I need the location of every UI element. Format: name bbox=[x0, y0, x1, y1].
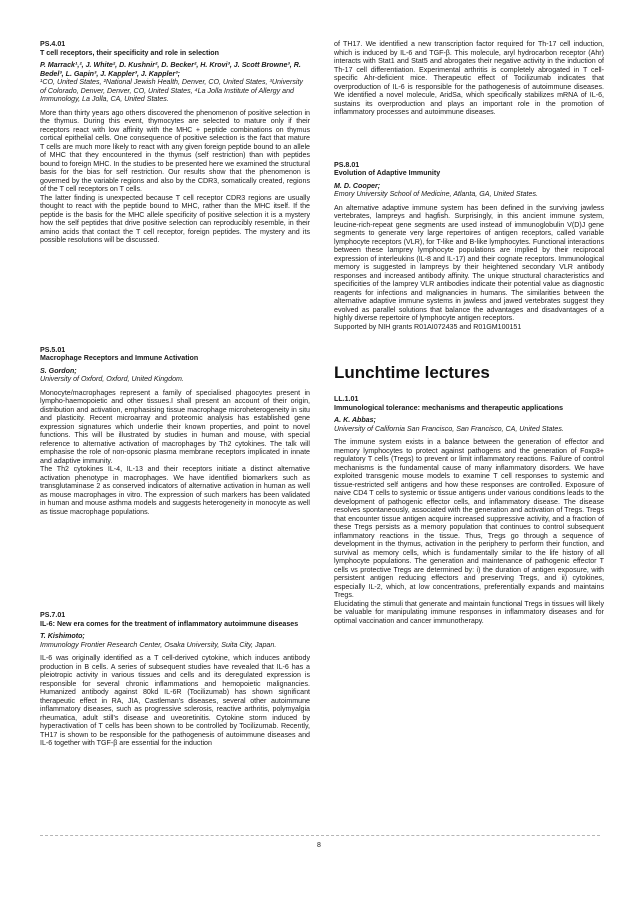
abstract-body bbox=[334, 438, 604, 625]
paragraph: An alternative adaptive immune system has been defined in the surviving jawless vertebrates, lampreys and hagfish. Surprisingly, in this ancient immune system, leucine-rich-repeat gene segments are used instead of immunoglobulin V(D)J gene segments to generate very large repertoires of antigen receptors, called variable lymphocyte receptors (VLR), for T-like and B-like lymphocytes. Functional interactions between these lamprey lymphocyte populations are implied by their reciprocal expression of interleukins (IL-8 and IL-17) and their cognate receptors. Immunological memory is suggested in lampreys by their heightened secondary VLR antibody responses and increased antibody affinity. The unique structural characteristics and specificities of the lamprey VLR antibodies indicate their potential value as diagnostic reagents for infections and malignancies in humans. The similarities between the alternative adaptive immune systems in jawless and jawed vertebrates suggest they evolved as parallel solutions that balance the advantages and disadvantages of a highly diverse repertoire of lymphocyte antigen receptors. bbox=[334, 203, 604, 322]
abstract-authors: A. K. Abbas; bbox=[334, 416, 376, 424]
paragraph: Supported by NIH grants R01AI072435 and R01GM100151 bbox=[334, 322, 522, 331]
abstract-code: PS.5.01 bbox=[40, 345, 66, 354]
abstract-body bbox=[40, 389, 310, 517]
abstract-title: T cell receptors, their specificity and role in selection bbox=[40, 48, 219, 57]
abstract-ps401 bbox=[40, 40, 310, 245]
abstract-affiliation: University of California San Francisco, San Francisco, CA, United States. bbox=[334, 424, 564, 433]
paragraph: Monocyte/macrophages represent a family of specialised phagocytes present in lympho-haemopoietic and other tissues.I shall present an account of their origin, distribution and activation, emphasising tissue macrophage microheterogeneity in situ and plasticity. Recent microarray and proteomic analysis has established gene expression signatures which underlie their known properties, and point to novel functions. This will be illustrated by studies in human and mouse, with special reference to alternative activation of macrophages by Th2 cytokines. The talk will emphasise the role of non-opsonic plasma membrane receptors implicated in innate and adaptive immunity. bbox=[40, 388, 310, 465]
abstract-body bbox=[334, 40, 604, 117]
abstract-ps701 bbox=[40, 611, 310, 748]
right-column bbox=[334, 40, 604, 625]
abstract-affiliation: ¹CO, United States, ²National Jewish Health, Denver, CO, United States, ³University of Colorado, Denver, Denver, CO, United States, ⁴La Jolla Institute of Allergy and Immunology, La Jolla, CA, United States. bbox=[40, 78, 303, 103]
abstract-authors: M. D. Cooper; bbox=[334, 181, 381, 190]
abstract-code: PS.8.01 bbox=[334, 160, 360, 169]
abstract-affiliation: Emory University School of Medicine, Atlanta, GA, United States. bbox=[334, 190, 538, 198]
abstract-code: LL.1.01 bbox=[334, 395, 359, 403]
abstract-title: Macrophage Receptors and Immune Activation bbox=[40, 354, 199, 362]
abstract-ps701-continued bbox=[334, 40, 604, 117]
abstract-authors: T. Kishimoto; bbox=[40, 632, 85, 640]
paragraph: The latter finding is unexpected because T cell receptor CDR3 regions are usually thought to react with the peptide bound to MHC, rather than the MHC itself. If the peptide is the basis for the MHC allele specificity of positive selection it is a mystery how the self peptides that drive positive selection can reproducibly resemble, in their amino acids that contact the T cell receptor, foreign peptides. The mystery and its possible resolutions will be discussed. bbox=[40, 193, 310, 244]
abstract-code: PS.4.01 bbox=[40, 40, 66, 48]
abstract-body bbox=[40, 109, 310, 245]
abstract-authors: S. Gordon; bbox=[40, 366, 77, 375]
abstract-ps801 bbox=[334, 161, 604, 332]
paragraph: Elucidating the stimuli that generate and maintain functional Tregs in tissues will likely be valuable for manipulating immune responses in inflammatory diseases and for optimal vaccination and cancer immunotherapy. bbox=[334, 599, 604, 625]
abstract-body bbox=[334, 204, 604, 332]
abstract-affiliation: University of Oxford, Oxford, United Kingdom. bbox=[40, 375, 184, 383]
abstract-body bbox=[40, 654, 310, 748]
paragraph: The Th2 cytokines IL-4, IL-13 and their receptors initiate a distinct alternative activation phenotype in macrophages. We have identified biomarkers such as transglutaminase 2 as conserved indicators of alternative activation in human as well as mouse macrophages in vitro. The expression of such markers has been validated in human and mouse asthma models and suggests heterogeneity in monocyte as well as tissue macrophage populations. bbox=[40, 465, 310, 516]
abstract-ll101 bbox=[334, 395, 604, 625]
abstract-title: Evolution of Adaptive Immunity bbox=[334, 169, 441, 177]
paragraph: The immune system exists in a balance between the generation of effector and memory lymphocytes to protect against pathogens and the generation of Foxp3+ regulatory T cells (Tregs) to prevent or limit inflammatory reactions. Failure of control mechanisms is the fundamental cause of many inflammatory disorders. We have exploited transgenic mouse models to examine T cell responses to systemic and tissue-restricted self antigens and how these responses are controlled. Exposure of naive CD4 T cells to systemic or tissue antigens under various conditions leads to the development of pathogenic effector cells, and inflammatory disease. The disease resolves spontaneously, associated with the generation and activation of Tregs. Tregs that encounter tissue antigen acquire increased suppressive activity, and a fraction of these Tregs persists as a memory population that continues to control subsequent inflammatory reactions in the tissue. Thus, Tregs go through a sequence of development in the thymus, activation in the periphery to perform their function, and survival as memory cells, which is fundamentally similar to the life history of all lymphocyte populations. The generation and maintenance of pathogenic effector T cells vs protective Tregs are determined by: i) the duration of antigen exposure, with persistent antigen reducing effectors and preserving Tregs, and ii) cytokines, especially IL-2, which, at low concentrations, preferentially expands and maintains Tregs. bbox=[334, 438, 604, 599]
abstract-code: PS.7.01 bbox=[40, 611, 66, 619]
footer-divider bbox=[40, 835, 600, 836]
abstract-ps501 bbox=[40, 346, 310, 517]
paragraph: IL-6 was originally identified as a T cell-derived cytokine, which induces antibody production in B cells. A series of subsequent studies have revealed that IL-6 has a pleiotropic activity in various tissues and cells and its deregulated expression is responsible for several chronic inflammations and hemopoietic malignancies. Humanized antibody against 80kd IL-6R (Tocilizumab) has shown significant therapeutic effect in RA, JIA, Castleman's diseases, several other autoimmune inflammatory diseases, such as progressive sclerosis, reactive arthritis, polymyalgia rheumatica, adult still's disease and uveoretinitis. Cytokine storm induced by hyperactivation of T cells has been shown to be controlled by Tocilizumab. Recently, TH17 is shown to be responsible for the pathogenesis of autoimmune diseases and IL-6 together with TGF-β are essential for the induction bbox=[40, 654, 310, 747]
paragraph: of TH17. We identified a new transcription factor required for Th-17 cell induction, which is induced by IL-6 and TGF-β. This molecule, aryl hydrocarbon receptor (Ahr) interacts with Stat1 and Stat5 and abrogates their negative activity in the induction of Th-17 cell differentiation. Experimental arthritis is completely abrogated in T cell-specific Ahr-deficient mice. Therapeutic effect of Tocilizumab indicates that overproduction of IL-6 is responsible for the pathogenesis of autoimmune diseases. We identified a novel molecule, AridSa, which specifically stabilizes mRNA of IL-6, sustains its overproduction and plays an important role in the promotion of inflammatory processes and autoimmune diseases. bbox=[334, 40, 604, 116]
abstract-title: IL-6: New era comes for the treatment of inflammatory autoimmune diseases bbox=[40, 619, 299, 628]
page-number: 8 bbox=[317, 842, 321, 849]
abstract-authors: P. Marrack¹,², J. White², D. Kushnir², D. Becker², H. Krovi³, J. Scott Browne³, R. Bedel³, L. Gapin³, J. Kappler³, J. Kappler³; bbox=[40, 61, 301, 78]
paragraph: More than thirty years ago others discovered the phenomenon of positive selection in the thymus. During this event, thymocytes are selected to mature only if their receptors react with low affinity with the MHC + peptide combinations on thymus cortical epithelial cells. One consequence of positive selection is the fact that mature T cells are much more likely to react with any given foreign peptide bound to an allele of MHC that they encountered in the thymus (self restriction) than with peptides bound to foreign MHC. In the studies to be presented here we examined the structural basis for the bias for self restriction. Our results show that the phenomenon is governed by the variable regions and also by the CDR3, somatically created, regions of the T cell receptors on T cells. bbox=[40, 108, 310, 193]
section-heading: Lunchtime lectures bbox=[334, 363, 490, 382]
left-column bbox=[40, 40, 310, 748]
abstract-title: Immunological tolerance: mechanisms and therapeutic applications bbox=[334, 403, 564, 412]
abstract-affiliation: Immunology Frontier Research Center, Osaka University, Suita City, Japan. bbox=[40, 640, 277, 649]
